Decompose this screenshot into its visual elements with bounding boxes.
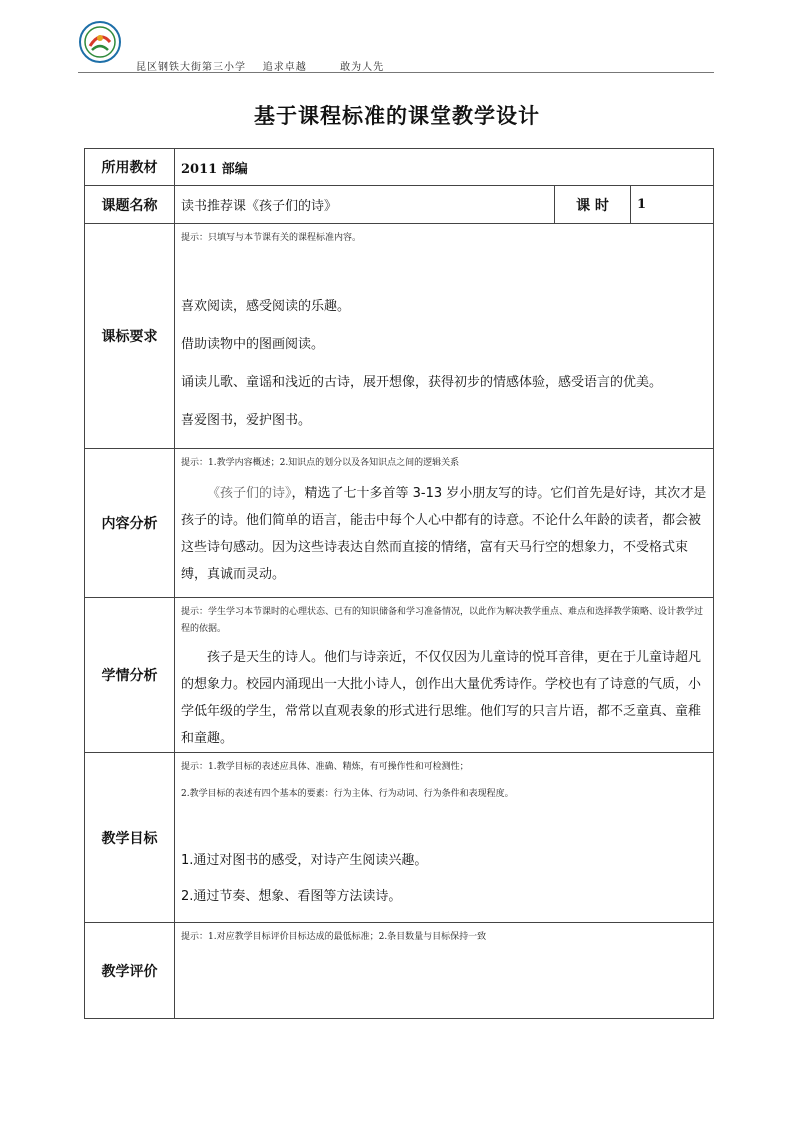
topic-label: 课题名称: [85, 186, 175, 224]
standard-line: 借助读物中的图画阅读。: [181, 337, 325, 352]
material-label: 所用教材: [85, 149, 175, 186]
evaluation-hint: 提示：1.对应教学目标评价目标达成的最低标准；2.条目数量与目标保持一致: [181, 932, 487, 942]
goals-cell: [175, 753, 714, 923]
goals-row: [85, 753, 714, 923]
standards-label: 课标要求: [85, 224, 175, 449]
evaluation-cell: [175, 923, 714, 1019]
students-hint: 提示：学生学习本节课时的心理状态、已有的知识储备和学习准备情况，以此作为解决教学重点、难点和选择教学策略、设计教学过程的依据。: [181, 607, 704, 634]
document-title: 基于课程标准的课堂教学设计: [254, 104, 540, 128]
goals-hint: 2.教学目标的表述有四个基本的要素：行为主体、行为动词、行为条件和表现程度。: [181, 789, 514, 799]
hours-value: 1: [631, 186, 714, 224]
students-row: [85, 598, 714, 753]
content-paragraph: [175, 480, 713, 588]
topic-value: 读书推荐课《孩子们的诗》: [175, 186, 555, 224]
material-row: [85, 149, 714, 186]
book-title: 《孩子们的诗》: [207, 486, 292, 501]
goals-hint: 提示：1.教学目标的表述应具体、准确、精炼，有可操作性和可检测性；: [181, 762, 469, 772]
content-label: 内容分析: [85, 449, 175, 598]
standards-cell: [175, 224, 714, 449]
goals-label: 教学目标: [85, 753, 175, 923]
students-paragraph: 孩子是天生的诗人。他们与诗亲近，不仅仅因为儿童诗的悦耳音律，更在于儿童诗超凡的想象力。校园内涌现出一大批小诗人，创作出大量优秀诗作。学校也有了诗意的气质，小学低年级的学生，常常以直观表象的形式进行思维。他们写的只言片语，都不乏童真、童稚和童趣。: [181, 650, 702, 746]
standard-line: 诵读儿歌、童谣和浅近的古诗，展开想像，获得初步的情感体验，感受语言的优美。: [181, 375, 663, 390]
content-row: [85, 449, 714, 598]
standards-row: [85, 224, 714, 449]
school-slogan: 昆区钢铁大街第三小学 追求卓越 敢为人先: [136, 62, 385, 73]
page-header: [78, 20, 714, 73]
lesson-design-table: [84, 148, 714, 1019]
hours-label: 课 时: [555, 186, 631, 224]
standards-hint: 提示：只填写与本节课有关的课程标准内容。: [181, 233, 362, 243]
content-cell: [175, 449, 714, 598]
content-text: ，精选了七十多首等 3-13 岁小朋友写的诗。它们首先是好诗，其次才是孩子的诗。他们简单的语言，能击中每个人心中都有的诗意。不论什么年龄的读者，都会被这些诗句感动。因为这些诗表达自然而直接的情绪，富有天马行空的想象力，不受格式束缚，真诚而灵动。: [181, 486, 707, 582]
standard-line: 喜爱图书，爱护图书。: [181, 413, 312, 428]
school-logo-icon: [78, 20, 122, 64]
students-cell: [175, 598, 714, 753]
goal-item: 2.通过节奏、想象、看图等方法读诗。: [181, 889, 402, 904]
students-label: 学情分析: [85, 598, 175, 753]
content-hint: 提示：1.教学内容概述；2.知识点的划分以及各知识点之间的逻辑关系: [181, 458, 460, 468]
material-value: 2011 部编: [175, 149, 714, 186]
standard-line: 喜欢阅读，感受阅读的乐趣。: [181, 299, 351, 314]
evaluation-label: 教学评价: [85, 923, 175, 1019]
topic-row: [85, 186, 714, 224]
evaluation-row: [85, 923, 714, 1019]
goal-item: 1.通过对图书的感受，对诗产生阅读兴趣。: [181, 853, 428, 868]
